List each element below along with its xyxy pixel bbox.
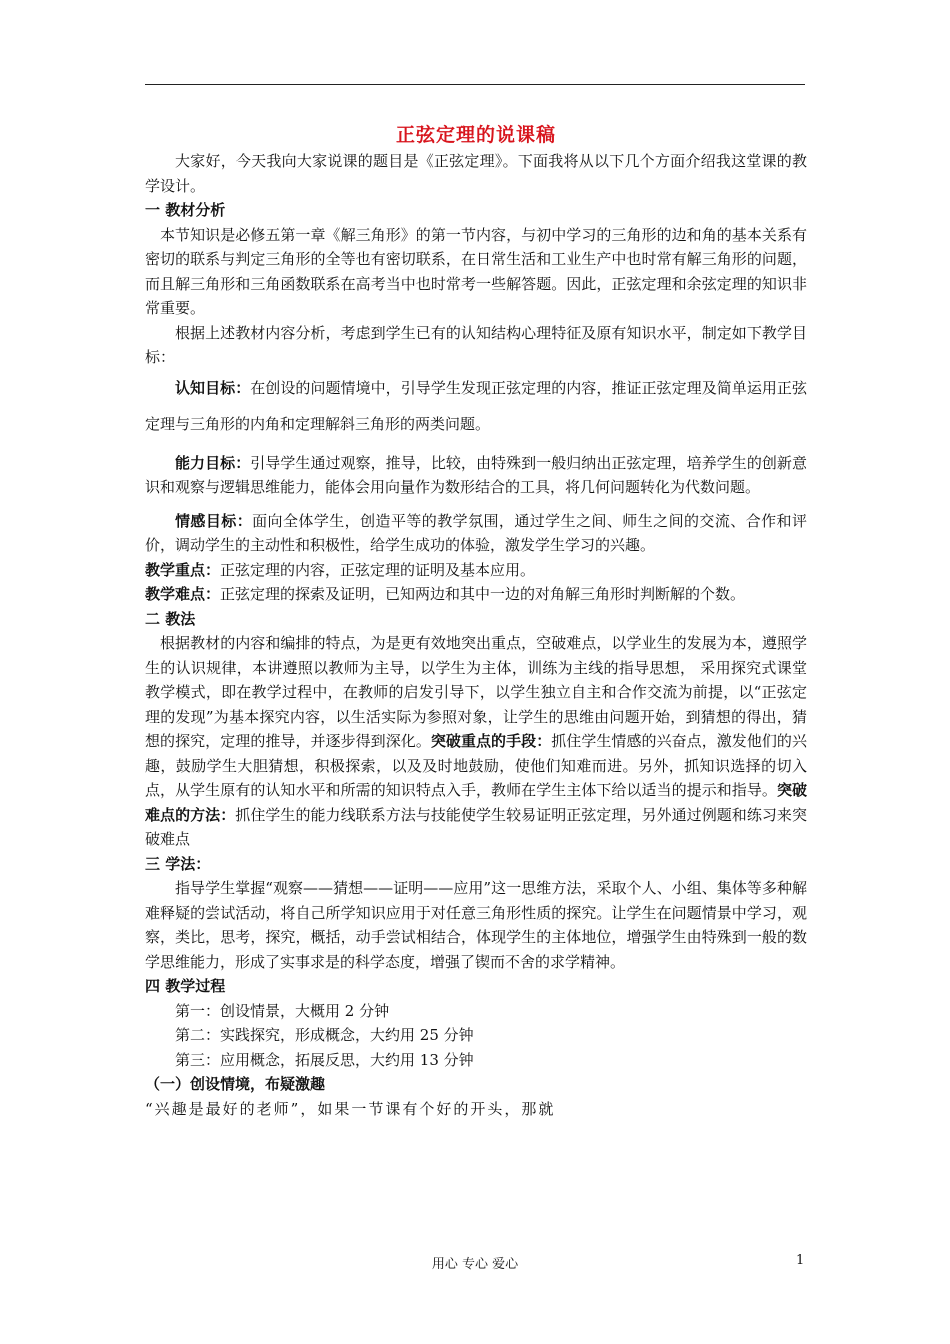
key-text: 正弦定理的内容，正弦定理的证明及基本应用。 [220,560,536,579]
method-text-3: 抓住学生的能力线联系方法与技能使学生较易证明正弦定理，另外通过例题和练习来突破难点 [145,805,807,848]
difficult-label: 教学难点： [145,585,221,603]
subsection-heading: （一）创设情境，布疑激趣 [145,1075,326,1093]
process-item: 第二：实践探究，形成概念，大约用 25 分钟 [175,1026,474,1044]
method-text-1: 根据教材的内容和编排的特点，为是更有效地突出重点，空破难点，以学业生的发展为本，遵照学生的认识规律，本讲遵照以教师为主导，以学生为主体，训练为主线的指导思想， 采用探究式课堂教学模式，即在教学过程中，在教师的启发引导下，以学生独立自主和合作交流为前提，以“正弦定理的发现”为基本探究内容，以生活实际为参照对象，让学生的思维由问题开始，到猜想的得出，猜想的探究，定理的推导，并逐步得到深化。 [145,634,807,750]
footer-text: 用心 专心 爱心 [431,1257,519,1272]
method-paragraph [145,631,807,852]
closing-line: “兴趣是最好的老师”，如果一节课有个好的开头，那就 [145,1099,556,1118]
ability-label: 能力目标： [175,453,251,472]
emotion-objective [145,509,807,558]
key-label: 教学重点： [145,560,221,579]
header-rule [145,84,805,85]
cognitive-objective [145,370,807,442]
emotion-text: 面向全体学生，创造平等的教学氛围，通过学生之间、师生之间的交流、合作和评价，调动学生的主动性和积极性，给学生成功的体验，激发学生学习的兴趣。 [145,511,807,554]
cognitive-label: 认知目标： [175,378,251,397]
ability-objective [145,451,807,500]
section-heading-learning: 三 学法： [145,854,211,873]
intro-paragraph: 大家好，今天我向大家说课的题目是《正弦定理》。下面我将从以下几个方面介绍我这堂课的教学设计。 [145,152,807,195]
teaching-difficult-point [145,582,807,607]
teaching-key-point [145,558,807,583]
section-heading-process: 四 教学过程 [145,977,226,995]
section-heading-method: 二 教法 [145,609,196,628]
process-item: 第三：应用概念，拓展反思，大约用 13 分钟 [175,1050,474,1069]
ability-text: 引导学生通过观察，推导，比较，由特殊到一般归纳出正弦定理，培养学生的创新意识和观察与逻辑思维能力，能体会用向量作为数形结合的工具，将几何问题转化为代数问题。 [145,453,807,496]
emotion-label: 情感目标： [175,511,253,530]
document-body [145,122,807,1121]
section-heading-material: 一 教材分析 [145,201,226,219]
cognitive-text: 在创设的问题情境中，引导学生发现正弦定理的内容，推证正弦定理及简单运用正弦定理与三角形的内角和定理解斜三角形的两类问题。 [145,378,807,433]
material-paragraph: 本节知识是必修五第一章《解三角形》的第一节内容，与初中学习的三角形的边和角的基本关系有密切的联系与判定三角形的全等也有密切联系，在日常生活和工业生产中也时常有解三角形的问题，而且解三角形和三角函数联系在高考当中也时常考一些解答题。因此，正弦定理和余弦定理的知识非常重要。 [145,225,807,317]
page-number: 1 [796,1253,805,1268]
method-bold-2: 突破难点的方法： [145,781,807,824]
document-title: 正弦定理的说课稿 [395,124,556,146]
learning-paragraph: 指导学生掌握“观察——猜想——证明——应用”这一思维方法，采取个人、小组、集体等多种解难释疑的尝试活动，将自己所学知识应用于对任意三角形性质的探究。让学生在问题情景中学习，观察，类比，思考，探究，概括，动手尝试相结合，体现学生的主体地位，增强学生由特殊到一般的数学思维能力，形成了实事求是的科学态度，增强了锲而不舍的求学精神。 [145,879,807,971]
method-text-2: 抓住学生情感的兴奋点，激发他们的兴趣，鼓励学生大胆猜想，积极探索，以及及时地鼓励，使他们知难而进。另外，抓知识选择的切入点，从学生原有的认知水平和所需的知识特点入手，教师在学生主体下给以适当的提示和指导。 [145,732,807,799]
objectives-intro: 根据上述教材内容分析，考虑到学生已有的认知结构心理特征及原有知识水平，制定如下教学目标： [145,323,807,366]
difficult-text: 正弦定理的探索及证明，已知两边和其中一边的对角解三角形时判断解的个数。 [220,585,746,603]
process-item: 第一：创设情景，大概用 2 分钟 [175,1001,390,1020]
method-bold-1: 突破重点的手段： [430,732,552,750]
